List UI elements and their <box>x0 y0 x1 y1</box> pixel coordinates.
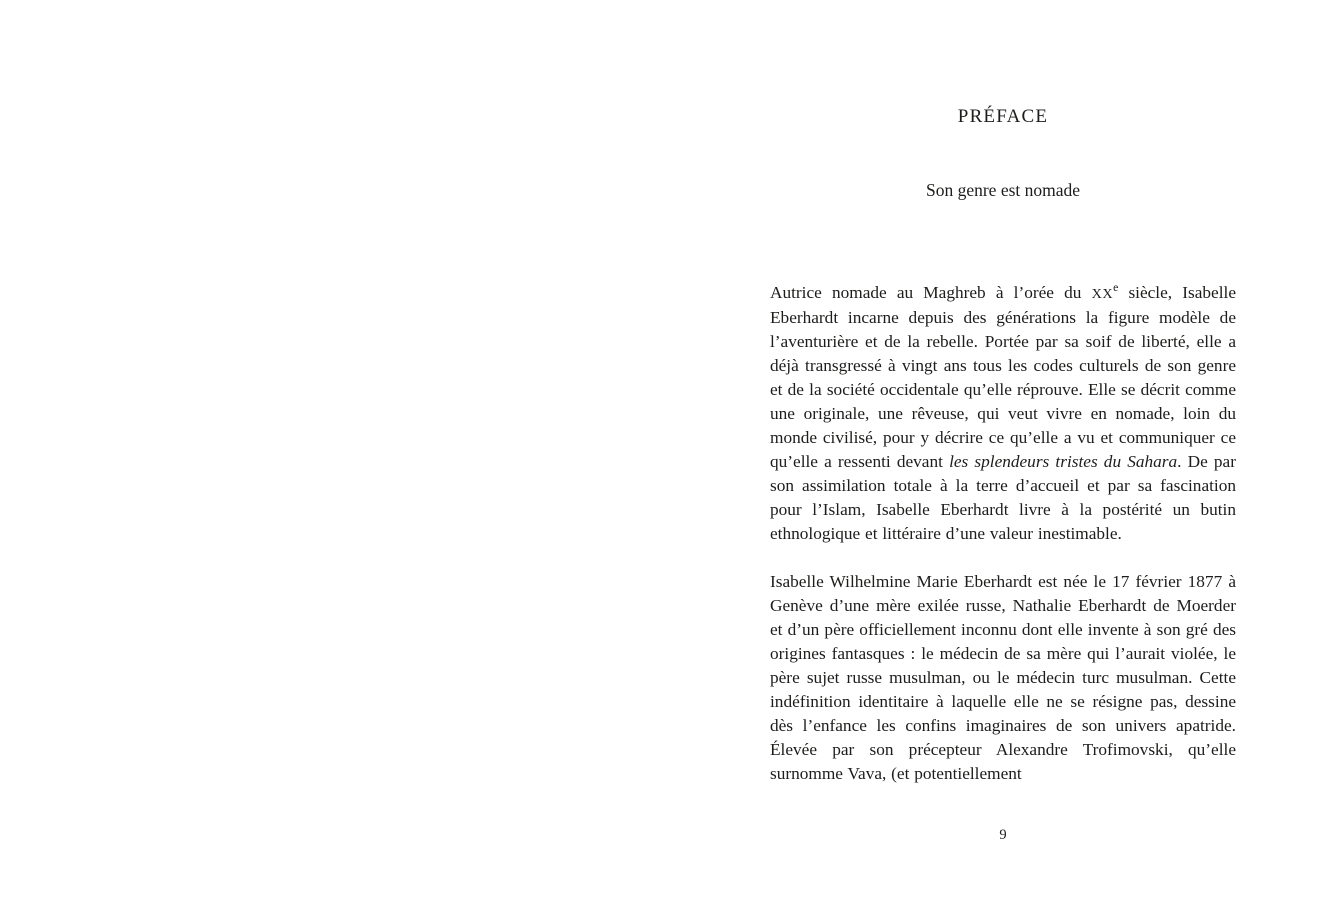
paragraph-1-century-superscript: e <box>1113 281 1119 295</box>
paragraph-1-run-before-century: Autrice nomade au Maghreb à l’orée du <box>770 283 1092 302</box>
paragraph-1 <box>770 281 1236 546</box>
page-number: 9 <box>999 827 1007 843</box>
chapter-title: PRÉFACE <box>957 106 1049 127</box>
paragraph-1-century-numeral: XX <box>1091 286 1114 302</box>
chapter-subtitle: Son genre est nomade <box>925 180 1081 200</box>
paragraph-1-run-rest: . De par son assimilation totale à la terre d’accueil et par sa fascination pour l’Islam, Isabelle Eberhardt livre à la postérité un butin ethnologique et littéraire d’une valeur inestimable. <box>770 452 1236 543</box>
paragraph-1-italic-book-title: les splendeurs tristes du Sahara <box>949 452 1178 471</box>
paragraph-2: Isabelle Wilhelmine Marie Eberhardt est née le 17 février 1877 à Genève d’une mère exilée russe, Nathalie Eberhardt de Moerder et d’un père officiellement inconnu dont elle invente à son gré des origines fantasques : le médecin de sa mère qui l’aurait violée, le père sujet russe musulman, ou le médecin turc musulman. Cette indéfinition identitaire à laquelle elle ne se résigne pas, dessine dès l’enfance les confins imaginaires de son univers apatride. Élevée par son précepteur Alexandre Trofimovski, qu’elle surnomme Vava, (et potentiellement <box>770 572 1236 783</box>
text-column <box>770 0 1236 786</box>
paragraph-1-run-after-century: siècle, Isabelle Eberhardt incarne depuis des générations la figure modèle de l’aventurière et de la rebelle. Portée par sa soif de liberté, elle a déjà transgressé à vingt ans tous les codes culturels de son genre et de la société occidentale qu’elle réprouve. Elle se décrit comme une originale, une rêveuse, qui veut vivre en nomade, loin du monde civilisé, pour y décrire ce qu’elle a vu et communiquer ce qu’elle a ressenti devant <box>770 283 1236 471</box>
